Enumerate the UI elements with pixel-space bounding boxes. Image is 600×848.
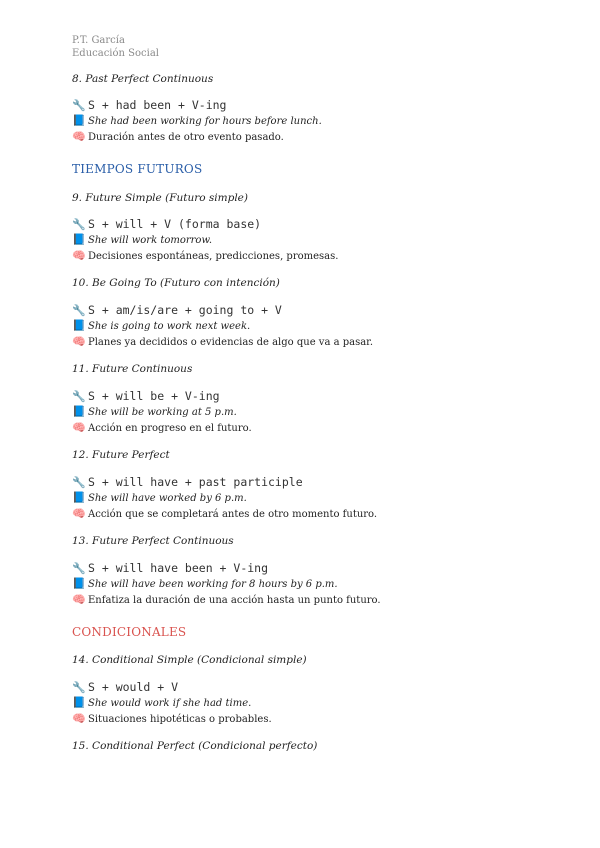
tense-block <box>72 302 373 350</box>
section-heading-condicionales: CONDICIONALES <box>72 625 187 639</box>
tense-usage: Acción que se completará antes de otro momento futuro. <box>88 509 378 520</box>
book-icon: 📘 <box>72 114 86 127</box>
tense-block <box>72 97 322 145</box>
book-icon: 📘 <box>72 233 86 246</box>
tense-title: 14. Conditional Simple (Condicional simple) <box>72 654 307 666</box>
tense-title: 12. Future Perfect <box>72 449 170 461</box>
section-heading-futuros: TIEMPOS FUTUROS <box>72 162 203 176</box>
brain-icon: 🧠 <box>72 593 86 606</box>
tense-usage: Decisiones espontáneas, predicciones, promesas. <box>88 251 339 262</box>
book-icon: 📘 <box>72 491 86 504</box>
tense-formula: S + would + V <box>88 680 179 694</box>
tense-example: She will work tomorrow. <box>88 235 212 246</box>
wrench-icon: 🔧 <box>72 218 86 231</box>
tense-formula: S + will be + V-ing <box>88 389 220 403</box>
tense-title: 9. Future Simple (Futuro simple) <box>72 192 248 204</box>
tense-formula: S + will have been + V-ing <box>88 561 269 575</box>
tense-title: 15. Conditional Perfect (Condicional perfecto) <box>72 740 318 752</box>
page-header <box>72 34 159 60</box>
wrench-icon: 🔧 <box>72 562 86 575</box>
wrench-icon: 🔧 <box>72 99 86 112</box>
brain-icon: 🧠 <box>72 249 86 262</box>
tense-title: 10. Be Going To (Futuro con intención) <box>72 277 280 289</box>
tense-example: She will have worked by 6 p.m. <box>88 493 247 504</box>
tense-example: She had been working for hours before lunch. <box>88 116 322 127</box>
wrench-icon: 🔧 <box>72 476 86 489</box>
header-author: P.T. García <box>72 35 125 46</box>
brain-icon: 🧠 <box>72 507 86 520</box>
tense-example: She will be working at 5 p.m. <box>88 407 237 418</box>
tense-usage: Acción en progreso en el futuro. <box>88 423 252 434</box>
tense-example: She would work if she had time. <box>88 698 252 709</box>
wrench-icon: 🔧 <box>72 304 86 317</box>
tense-block <box>72 474 377 522</box>
brain-icon: 🧠 <box>72 130 86 143</box>
tense-title: 11. Future Continuous <box>72 363 193 375</box>
tense-formula: S + am/is/are + going to + V <box>88 303 282 317</box>
tense-usage: Duración antes de otro evento pasado. <box>88 132 284 143</box>
tense-usage: Situaciones hipotéticas o probables. <box>88 714 272 725</box>
wrench-icon: 🔧 <box>72 390 86 403</box>
tense-usage: Planes ya decididos o evidencias de algo que va a pasar. <box>88 337 374 348</box>
tense-title: 8. Past Perfect Continuous <box>72 73 214 85</box>
brain-icon: 🧠 <box>72 421 86 434</box>
book-icon: 📘 <box>72 696 86 709</box>
wrench-icon: 🔧 <box>72 681 86 694</box>
tense-block <box>72 388 252 436</box>
tense-example: She will have been working for 8 hours by 6 p.m. <box>88 579 338 590</box>
brain-icon: 🧠 <box>72 712 86 725</box>
tense-formula: S + will + V (forma base) <box>88 217 262 231</box>
header-subject: Educación Social <box>72 48 159 59</box>
book-icon: 📘 <box>72 405 86 418</box>
tense-title: 13. Future Perfect Continuous <box>72 535 234 547</box>
book-icon: 📘 <box>72 319 86 332</box>
tense-usage: Enfatiza la duración de una acción hasta un punto futuro. <box>88 595 381 606</box>
tense-example: She is going to work next week. <box>88 321 251 332</box>
book-icon: 📘 <box>72 577 86 590</box>
tense-block <box>72 560 381 608</box>
brain-icon: 🧠 <box>72 335 86 348</box>
tense-block <box>72 679 272 727</box>
tense-block <box>72 216 338 264</box>
tense-formula: S + had been + V-ing <box>88 98 227 112</box>
tense-formula: S + will have + past participle <box>88 475 303 489</box>
